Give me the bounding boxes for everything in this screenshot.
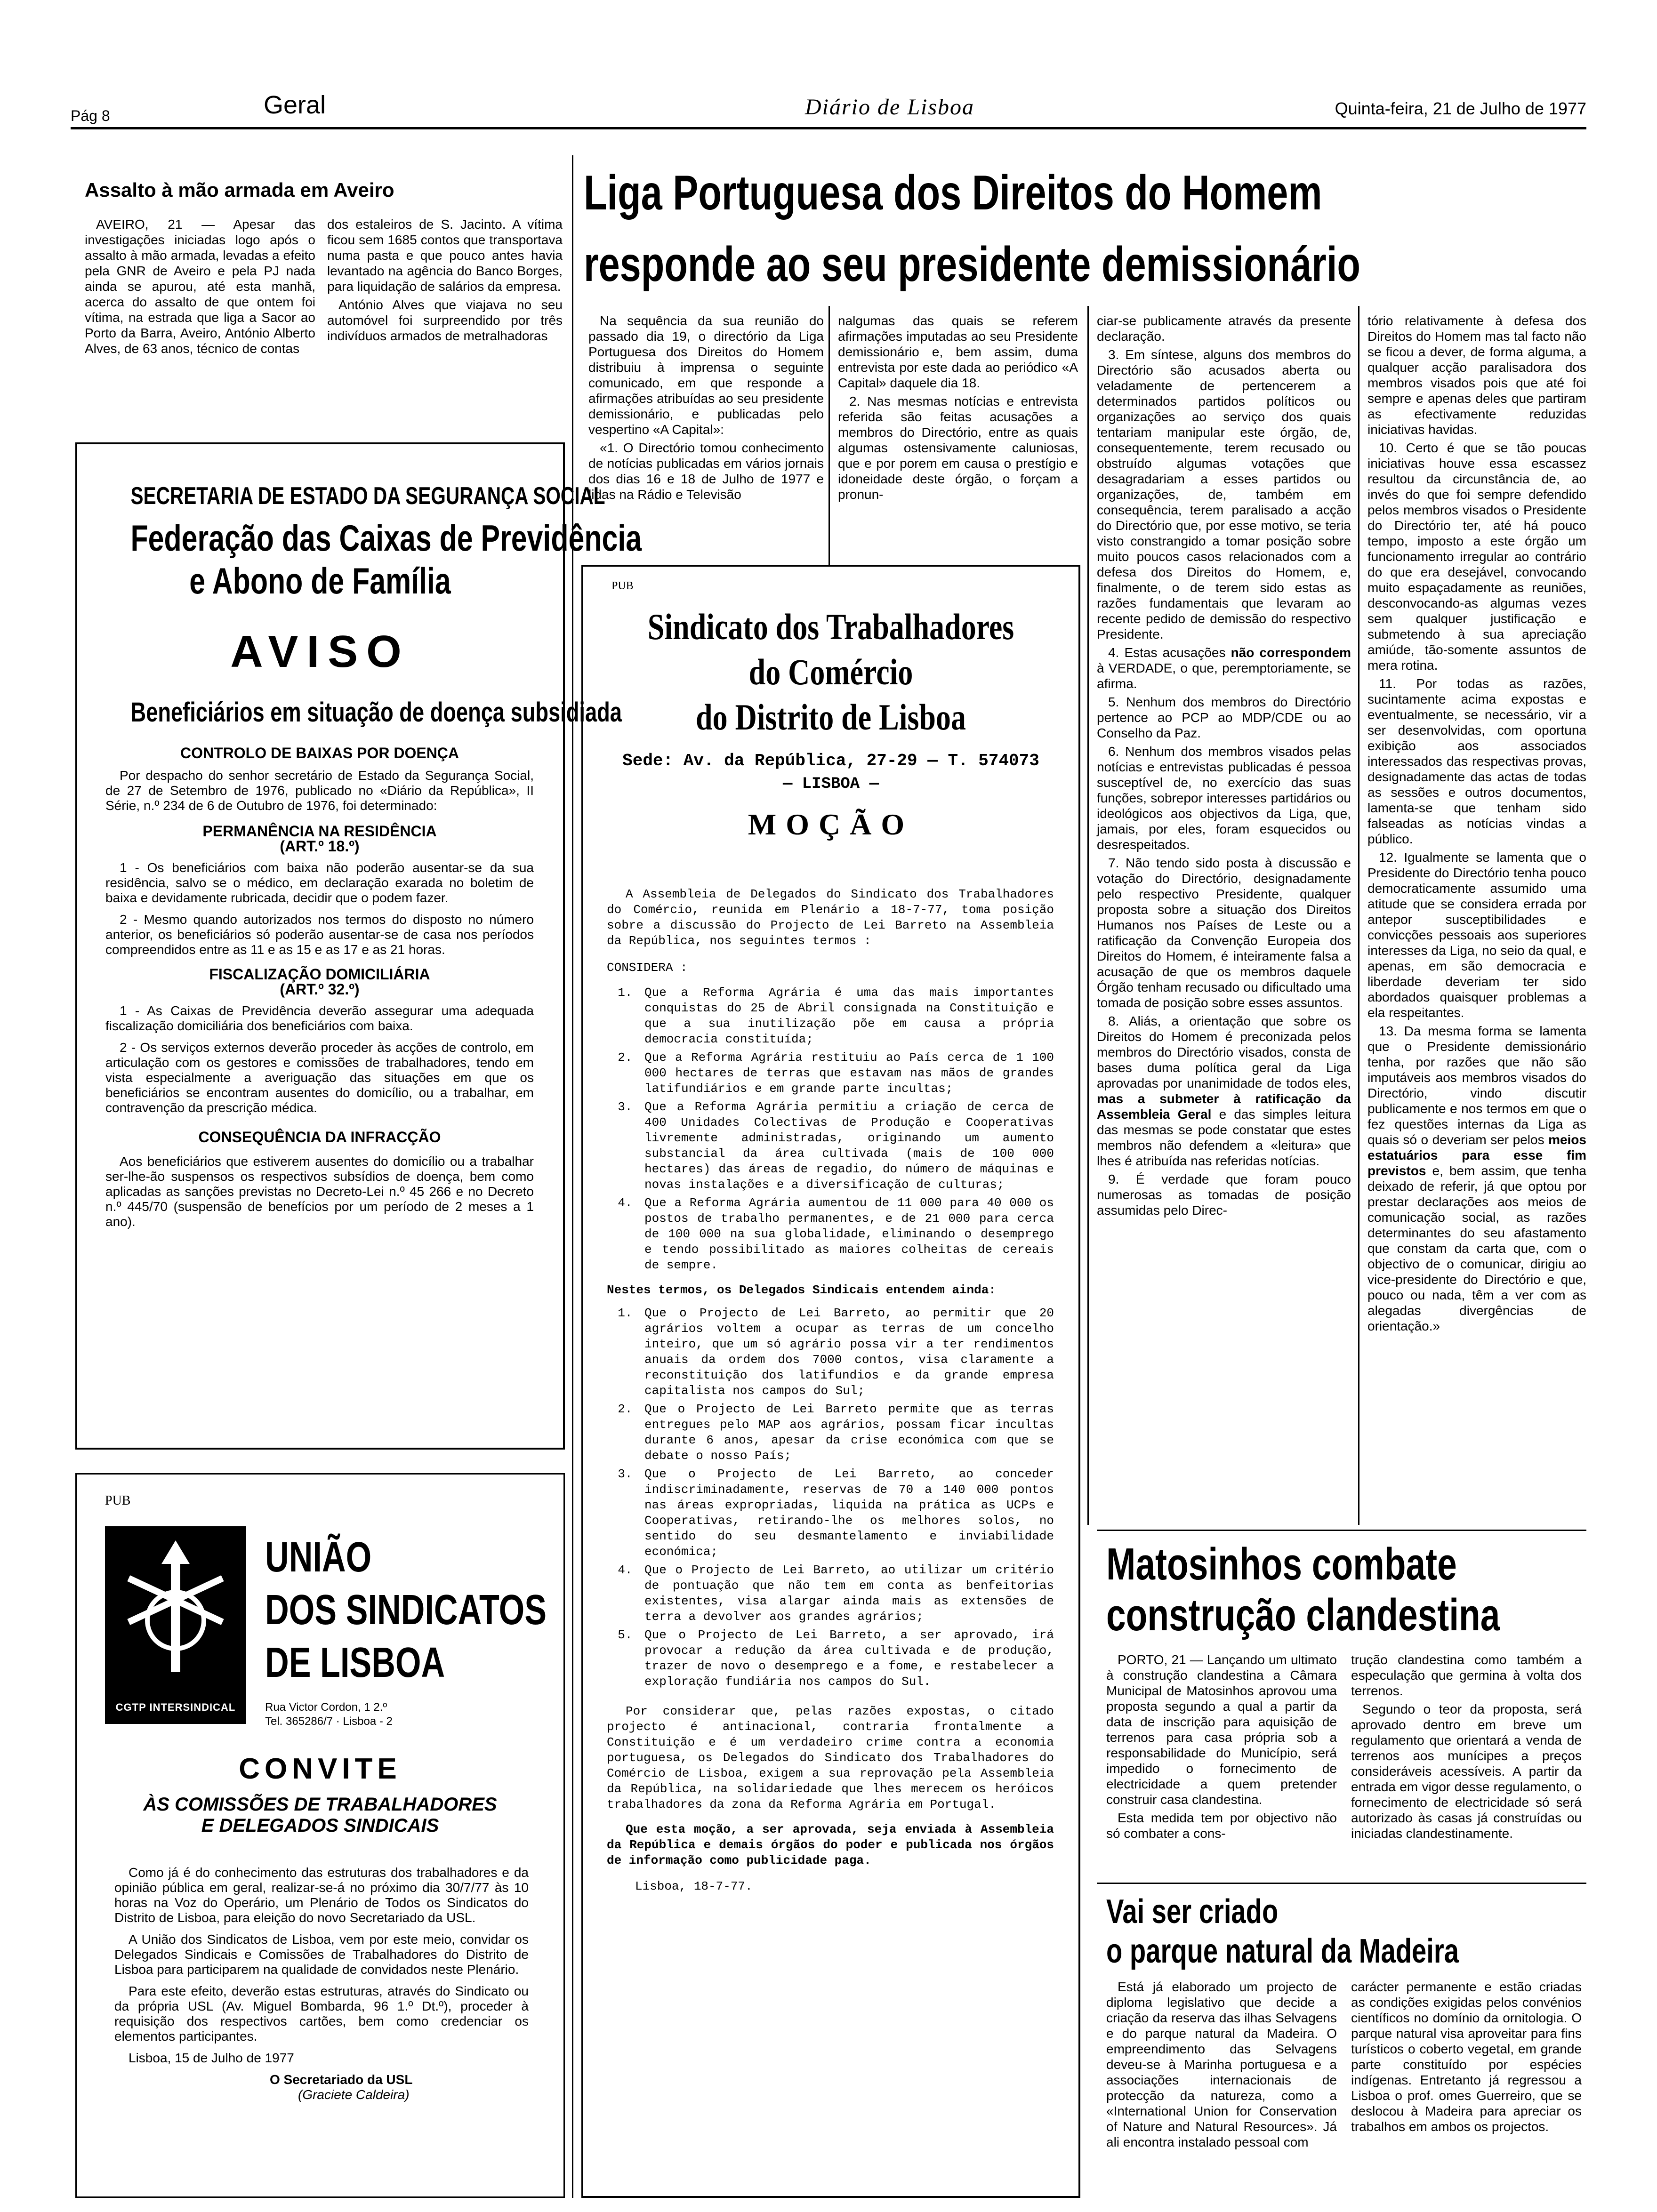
ad-paragraph: Aos beneficiários que estiverem ausentes do domicílio ou a trabalhar ser-lhe-ão suspensos os respectivos subsídios de doença, bem como aplicadas as sanções previstas no Decreto-Lei n.º 45 266 e no Decreto n.º 445/70 (suspensão de benefícios por um período de 2 meses a 1 ano). (105, 1154, 534, 1229)
liga-text: e, bem assim, que tenha deixado de referir, já que optou por prestar declarações aos meios de comunicação social, as razões determinantes do seu afastamento que constam da carta que, com o objectivo de o comunicar, dirigiu ao vice-presidente do Directório e que, pouco ou nada, têm a ver com as alegadas divergências de orientação.» (1367, 1163, 1586, 1333)
sindicato-address: Sede: Av. da República, 27-29 — T. 574073 (622, 751, 1039, 770)
matosinhos-col-2 (1351, 1652, 1582, 1844)
madeira-headline-2: o parque natural da Madeira (1106, 1932, 1459, 1970)
liga-text: e das simples leitura das mesmas se pode constatar que estes membros não defendem a «leitura» que lhes é atribuída nas referidas notícias. (1097, 1107, 1351, 1168)
liga-col-1 (588, 313, 824, 505)
liga-text: 11. Por todas as razões, sucintamente acima expostas e eventualmente, se necessário, vir a ser desenvolvidas, com oportuna exibição aos associados interessados das respectivas provas, designadamente das actas de todas as sessões e outros documentos, lamenta-se que tenham sido falseadas as notícias vindas a público. (1367, 676, 1586, 846)
assalto-article (85, 179, 565, 356)
liga-text: ciar-se publicamente através da presente declaração. (1097, 313, 1351, 344)
ad-agency: SECRETARIA DE ESTADO DA SEGURANÇA SOCIAL (130, 482, 605, 510)
liga-headline-1: Liga Portuguesa dos Direitos do Homem (584, 166, 1322, 220)
usl-name-2: DOS SINDICATOS (265, 1587, 547, 1634)
assalto-col-1 (85, 216, 315, 359)
ad-paragraph: 2 - Os serviços externos deverão proceder às acções de controlo, em articulação com os gestores e comissões de trabalhadores, tendo em vista especialmente a averiguação das situações em que os beneficiários se encontram ausentes do domicílio, ou a trabalhar, em contravenção da prescrição médica. (105, 1040, 534, 1115)
sindicato-title-2: do Comércio (748, 651, 913, 692)
liga-text: à VERDADE, o que, peremptoriamente, se afirma. (1097, 661, 1351, 691)
list-item: 1. Que a Reforma Agrária é uma das mais importantes conquistas do 25 de Abril consignada na Constituição e que a sua inutilização põe em causa a própria democracia constituída; (640, 985, 1054, 1047)
liga-text: 4. Estas acusações (1108, 645, 1231, 660)
convite-title: CONVITE (239, 1753, 402, 1785)
liga-text: 6. Nenhum dos membros visados pelas notícias e entrevistas publicadas é pessoa susceptível de, no exercício das suas funções, sobrepor interesses partidários ou ideológicos aos objectivos da Liga, que, jamais, por eles, foram esquecidos ou desrespeitados. (1097, 744, 1351, 852)
usl-signatory: (Graciete Caldeira) (298, 2087, 410, 2102)
section-heading: CONTROLO DE BAIXAS POR DOENÇA (180, 745, 459, 761)
section-name: Geral (264, 91, 326, 119)
mocao-resolution: Que esta moção, a ser aprovada, seja enviada à Assembleia da República e demais órgãos do poder e publicada nos órgãos de informação como publicidade paga. (607, 1822, 1054, 1867)
page-number: Pág 8 (71, 107, 110, 124)
matosinhos-text: PORTO, 21 — Lançando um ultimato à construção clandestina a Câmara Municipal de Matosinhos aprovou uma proposta segundo a qual a partir da data de inscrição para aquisição de terrenos para casa própria sob a responsabilidade do Município, será impedido o fornecimento de electricidade a quem pretender construir casa clandestina. (1106, 1652, 1337, 1807)
matosinhos-text: trução clandestina como também a especulação que germina à volta dos terrenos. (1351, 1652, 1582, 1698)
column-rule (1358, 306, 1359, 1525)
list-item: 3. Que a Reforma Agrária permitiu a criação de cerca de 400 Unidades Colectivas de Produção e Cooperativas livremente administradas, originando um aumento substancial da área cultivada (mais de 100 000 hectares) das áreas de regadio, do número de máquinas e novas instalações e a diversificação de culturas; (640, 1099, 1054, 1193)
cgtp-logo (105, 1526, 246, 1724)
cgtp-logo-emblem (105, 1526, 246, 1724)
sindicato-city: — LISBOA — (782, 775, 879, 793)
liga-text: 7. Não tendo sido posta à discussão e votação do Directório, designadamente pelo respectivo Presidente, qualquer proposta sobre a situação dos Direitos Humanos nos Países de Leste ou a ratificação da Convenção Europeia dos Direitos do Homem, é inteiramente falsa a acusação de que os membros daquele Órgão tenham recusado ou dificultado uma tomada de posição sobre esses assuntos. (1097, 856, 1351, 1010)
liga-text: 13. Da mesma forma se lamenta que o Presidente demissionário tenha, por razões que não são imputáveis aos membros visados do Directório, vindo discutir publicamente e nos termos em que o fez questões internas da Liga as quais só o deveriam ser pelos (1367, 1024, 1586, 1147)
liga-text: 9. É verdade que foram pouco numerosas as tomadas de posição assumidas pelo Direc- (1097, 1172, 1351, 1218)
mocao-title: MOÇÃO (748, 808, 914, 841)
section-heading: CONSEQUÊNCIA DA INFRACÇÃO (198, 1129, 441, 1146)
liga-text: 3. Em síntese, alguns dos membros do Directório são acusados aberta ou veladamente de pertencerem a determinados partidos políticos ou organizações ao serviço dos quais tentariam manipular este órgão, de, consequentemente, terem recusado ou obstruído algumas votações que desagradariam a esses partidos ou organizações, de, também em consequência, terem paralisado a acção do Directório que, por esse motivo, se teria visto constrangido a tomar posição sobre muito poucos casos relacionados com a defesa dos Direitos do Homem, e, finalmente, o de terem sido estas as razões fundamentais que levaram ao recente pedido de demissão do respectivo Presidente. (1097, 347, 1351, 641)
sindicato-title-3: do Distrito de Lisboa (696, 697, 966, 737)
pub-label: PUB (105, 1493, 131, 1508)
assalto-text: dos estaleiros de S. Jacinto. A vítima ficou sem 1685 contos que transportava numa pasta e que pouco antes havia levantado na agência do Banco Borges, para liquidação de salários da empresa. (327, 217, 563, 294)
assalto-text: António Alves que viajava no seu automóvel foi surpreendido por três indivíduos armados de metralhadoras (327, 297, 563, 343)
ad-paragraph: 1 - Os beneficiários com baixa não poderão ausentar-se da sua residência, salvo se o médico, em declaração exarada no boletim de baixa e devidamente rubricada, decidir que o podem fazer. (105, 860, 534, 905)
madeira-headline-1: Vai ser criado (1106, 1893, 1279, 1931)
list-item: 5. Que o Projecto de Lei Barreto, a ser aprovado, irá provocar a redução da área cultivada e de produção, trazer de novo o desemprego e a fome, e restabelecer a exploração fundiária nos campos do Sul. (640, 1627, 1054, 1690)
column-rule (828, 306, 830, 565)
liga-text-bold: meios estatuários para esse fim previstos (1367, 1132, 1586, 1178)
ad-paragraph: 2 - Mesmo quando autorizados nos termos do disposto no número anterior, os beneficiários só poderão ausentar-se de casa nos períodos compreendidos entre as 11 e as 15 e as 17 e as 21 horas. (105, 912, 534, 957)
list-item: 4. Que a Reforma Agrária aumentou de 11 000 para 40 000 os postos de trabalho permanentes, e de 21 000 para cerca de 100 000 na sua globalidade, eliminando o desemprego e tendo possibilitado as maiores colheitas de cereais de sempre. (640, 1195, 1054, 1273)
aviso-subtitle: Beneficiários em situação de doença subsidiada (130, 697, 622, 728)
liga-text: Na sequência da sua reunião do passado dia 19, o directório da Liga Portuguesa dos Direitos do Homem distribuiu à imprensa o seguinte comunicado, em que responde a afirmações atribuídas ao seu presidente demissionário, e publicadas pelo vespertino «A Capital»: (588, 313, 824, 437)
usl-name-1: UNIÃO (265, 1534, 372, 1581)
ad-federation: Federação das Caixas de Previdência (130, 517, 642, 559)
ad-paragraph: 1 - As Caixas de Previdência deverão assegurar uma adequada fiscalização domiciliária dos beneficiários com baixa. (105, 1003, 534, 1033)
ad-paragraph: Por despacho do senhor secretário de Estado da Segurança Social, de 27 de Setembro de 1976, publicado no «Diário da República», II Série, n.º 234 de 6 de Outubro de 1976, foi determinado: (105, 768, 534, 813)
section-heading: (ART.º 32.º) (280, 981, 360, 998)
liga-headline-2: responde ao seu presidente demissionário (584, 237, 1360, 292)
usl-paragraph: Como já é do conhecimento das estruturas dos trabalhadores e da opinião pública em geral, realizar-se-á no próximo dia 30/7/77 às 10 horas na Voz do Operário, um Plenário de Todos os Sindicatos do Distrito de Lisboa, para eleição do novo Secretariado da USL. (114, 1865, 529, 1925)
usl-address: Rua Victor Cordon, 1 2.º (265, 1701, 387, 1714)
issue-date: Quinta-feira, 21 de Julho de 1977 (1335, 99, 1586, 118)
page-header (71, 89, 1586, 129)
usl-paragraph: Para este efeito, deverão estas estruturas, através do Sindicato ou da própria USL (Av. Miguel Bombarda, 96 1.º Dt.º), proceder à requisição dos respectivos cartões, bem como credenciar os elementos participantes. (114, 1984, 529, 2044)
liga-text: tório relativamente à defesa dos Direitos do Homem mas tal facto não se ficou a dever, de forma alguma, a qualquer acção paralisadora dos membros visados pois que até foi sempre e apenas deles que partiram as efectivamente reduzidas iniciativas havidas. (1367, 313, 1586, 437)
considera-list (607, 985, 1054, 1273)
column-rule (572, 155, 573, 2198)
liga-col-3 (1097, 313, 1351, 1221)
masthead: Diário de Lisboa (805, 95, 975, 120)
liga-text: nalgumas das quais se referem afirmações imputadas ao seu Presidente demissionário e, bem assim, duma entrevista por este dada ao periódico «A Capital» daquele dia 18. (838, 313, 1078, 390)
matosinhos-article (1106, 1539, 1586, 1841)
sindicato-title-1: Sindicato dos Trabalhadores (647, 606, 1014, 647)
assalto-text: AVEIRO, 21 — Apesar das investigações iniciadas logo após o assalto à mão armada, levadas a efeito pela GNR de Aveiro e pela PJ nada ainda se apurou, até esta manhã, acerca do assalto de que ontem foi vítima, na estrada que liga a Sacor ao Porto da Barra, Aveiro, António Alberto Alves, de 63 anos, técnico de contas (85, 217, 315, 356)
madeira-col-1 (1106, 1979, 1337, 2153)
matosinhos-col-1 (1106, 1652, 1337, 1844)
section-heading: FISCALIZAÇÃO DOMICILIÁRIA (209, 966, 430, 983)
madeira-col-2 (1351, 1979, 1582, 2137)
list-item: 3. Que o Projecto de Lei Barreto, ao conceder indiscriminadamente, reservas de 70 a 140 000 pontos nas áreas expropriadas, liquida na prática as UCPs e Cooperativas, retirando-lhe os melhores solos, no sentido do seu desmantelamento e inviabilidade económica; (640, 1467, 1054, 1560)
column-rule (1087, 306, 1089, 1525)
list-item: 1. Que o Projecto de Lei Barreto, ao permitir que 20 agrários voltem a ocupar as terras de um concelho inteiro, que um só agrário possa vir a ter rendimentos anuais da ordem dos 7000 contos, visa claramente a reconstituição dos latifundios e da grande empresa capitalista nos campos do Sul; (640, 1306, 1054, 1399)
horizontal-rule (1097, 1530, 1586, 1531)
madeira-article (1106, 1892, 1586, 2149)
list-item: 2. Que o Projecto de Lei Barreto permite que as terras entregues pelo MAP aos agrários, possam ficar incultas durante 6 anos, apesar da crise económica com que se debate o nosso País; (640, 1402, 1054, 1464)
entendem-list (607, 1306, 1054, 1690)
convite-sub-1: ÀS COMISSÕES DE TRABALHADORES (143, 1794, 497, 1815)
usl-ad (75, 1473, 565, 2198)
liga-text: 2. Nas mesmas notícias e entrevista referida são feitas acusações a membros do Directório, entre as quais algumas ostensivamente caluniosas, que e por porem em causa o prestígio e idoneidade deste órgão, o forçam a pronun- (838, 394, 1078, 502)
madeira-text: carácter permanente e estão criadas as condições exigidas pelos convénios científicos no domínio da ornitologia. O parque natural visa aproveitar para fins turísticos o coberto vegetal, em grande parte constituído por espécies indígenas. Entretanto já regressou a Lisboa o prof. omes Guerreiro, que se deslocou à Madeira para apreciar os trabalhos em ambos os projectos. (1351, 1980, 1582, 2134)
considera-label: CONSIDERA : (607, 961, 688, 975)
liga-headline (584, 162, 1586, 295)
mocao-date: Lisboa, 18-7-77. (635, 1879, 753, 1893)
assalto-col-2 (327, 216, 563, 346)
liga-text: «1. O Directório tomou conhecimento de notícias publicadas em vários jornais dos dias 16 e 18 de Julho de 1977 e lidas na Rádio e Televisão (588, 441, 824, 502)
matosinhos-text: Segundo o teor da proposta, será aprovado dentro em breve um regulamento que orientará a venda de terrenos aos munícipes a preços consideráveis acessíveis. A partir da entrada em vigor desse regulamento, o fornecimento de electricidade só será autorizado às casas já construídas ou iniciadas clandestinamente. (1351, 1702, 1582, 1841)
matosinhos-headline-2: construção clandestina (1106, 1590, 1500, 1640)
nestes-termos: Nestes termos, os Delegados Sindicais entendem ainda: (607, 1283, 996, 1297)
liga-col-4 (1367, 313, 1586, 1337)
usl-name-3: DE LISBOA (265, 1639, 445, 1686)
horizontal-rule (1097, 1883, 1586, 1884)
assalto-title: Assalto à mão armada em Aveiro (85, 179, 394, 201)
list-item: 2. Que a Reforma Agrária restituiu ao País cerca de 1 100 000 hectares de terras que estavam nas mãos de grandes latifundiários e em grande parte incultas; (640, 1050, 1054, 1097)
liga-text: 8. Aliás, a orientação que sobre os Direitos do Homem é preconizada pelos membros do Directório visados, consta de bases duma política geral da Liga aprovadas por unanimidade de todos eles, (1097, 1014, 1351, 1090)
liga-col-2 (838, 313, 1078, 505)
liga-text-bold: mas a submeter à ratificação da Assembleia Geral (1097, 1091, 1351, 1122)
seguranca-social-ad (75, 442, 642, 1450)
section-heading: (ART.º 18.º) (280, 838, 360, 855)
liga-text: 5. Nenhum dos membros do Directório pertence ao PCP ao MDP/CDE ou ao Conselho da Paz. (1097, 695, 1351, 740)
liga-text: 10. Certo é que se tão poucas iniciativas houve essa escassez resultou da circunstância de, ao invés do que foi sempre defendido pelos membros visados o Presidente do Directório ter, até há pouco tempo, imposto a este órgão um funcionamento irregular ao contrário do que era desejável, convocando muito espaçadamente as reuniões, desconvocando-as algumas vezes sem qualquer justificação e submetendo à sua apreciação amiúde, tão-somente assuntos de mera rotina. (1367, 441, 1586, 673)
liga-text-bold: não correspondem (1231, 645, 1351, 660)
mocao-conclusion: Por considerar que, pelas razões expostas, o citado projecto é antinacional, contraria frontalmente a Constituição e é um verdadeiro crime contra a economia portuguesa, os Delegados do Sindicato dos Trabalhadores do Comércio de Lisboa, exigem a sua reprovação pela Assembleia da República, na solidariedade que lhes merecem os heróicos trabalhadores da zona da Reforma Agrária em Portugal. (607, 1704, 1054, 1811)
section-heading: PERMANÊNCIA NA RESIDÊNCIA (202, 823, 437, 840)
usl-paragraph: A União dos Sindicatos de Lisboa, vem por este meio, convidar os Delegados Sindicais e Comissões de Trabalhadores do Distrito de Lisboa para participarem na qualidade de convidados neste Plenário. (114, 1932, 529, 1977)
aviso-title: AVISO (230, 626, 410, 677)
matosinhos-headline-1: Matosinhos combate (1106, 1539, 1457, 1589)
list-item: 4. Que o Projecto de Lei Barreto, ao utilizar um critério de pontuação que não tem em conta as benfeitorias existentes, visa alargar ainda mais as extensões de terra a devolver aos grandes agrários; (640, 1563, 1054, 1625)
pub-label: PUB (611, 580, 634, 592)
usl-date: Lisboa, 15 de Julho de 1977 (129, 2051, 294, 2065)
liga-text: 12. Igualmente se lamenta que o Presidente do Directório tenha pouco democraticamente assumido uma atitude que se considera errada por antepor susceptibilidades e convicções pessoais aos superiores interesses da Liga, no seio da qual, e apenas, em são democracia e liberdade deveriam ter sido abordados quaisquer problemas a ela respeitantes. (1367, 850, 1586, 1020)
convite-sub-2: E DELEGADOS SINDICAIS (201, 1815, 439, 1836)
matosinhos-text: Esta medida tem por objectivo não só combater a cons- (1106, 1811, 1337, 1841)
usl-phone: Tel. 365286/7 · Lisboa - 2 (265, 1715, 393, 1728)
sindicato-ad (581, 565, 1080, 2198)
mocao-intro: A Assembleia de Delegados do Sindicato dos Trabalhadores do Comércio, reunida em Plenário a 18-7-77, toma posição sobre a discussão do Projecto de Lei Barreto na Assembleia da República, nos seguintes termos : (607, 887, 1054, 948)
logo-caption: CGTP INTERSINDICAL (105, 1701, 246, 1724)
usl-signature: O Secretariado da USL (270, 2072, 413, 2087)
madeira-text: Está já elaborado um projecto de diploma legislativo que decide a criação da reserva das ilhas Selvagens e do parque natural da Madeira. O empreendimento das Selvagens deveu-se à Marinha portuguesa e a associações internacionais de protecção da natureza, como a «International Union for Conservation of Nature and Natural Resources». Já ali encontra instalado pessoal com (1106, 1980, 1337, 2149)
ad-federation-2: e Abono de Família (189, 560, 451, 601)
